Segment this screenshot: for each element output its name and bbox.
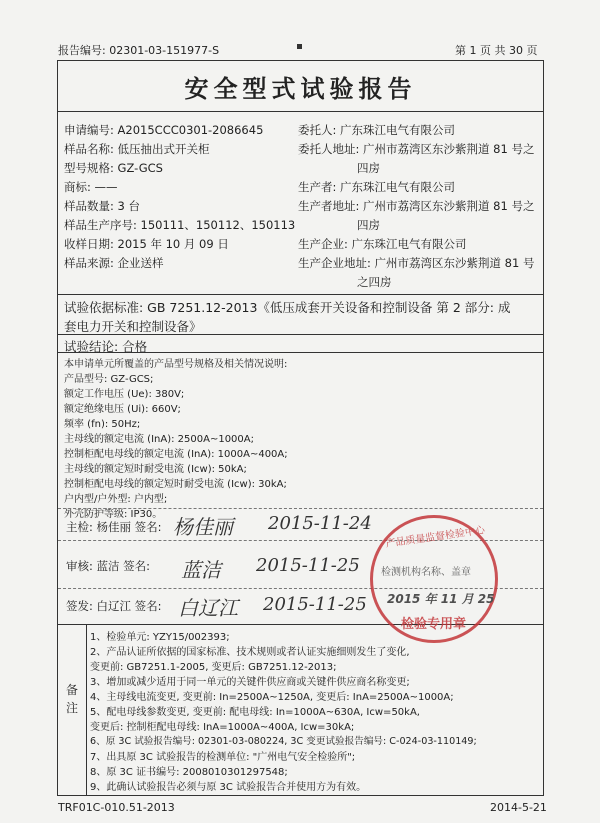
detail-line: 频率 (fn): 50Hz; (64, 419, 141, 430)
approver-signature: 白辽江 (178, 596, 238, 620)
note-line: 变更后: 控制柜配电母线: InA=1000A~400A, Icw=30kA; (90, 722, 355, 733)
approver-label: 签发: 白辽江 签名: (66, 599, 162, 613)
note-line: 3、增加或减少适用于同一单元的关键件供应商或关键件供应商名称变更; (90, 677, 410, 688)
stamp-arc-text: 产品质量监督检验中心 (384, 525, 486, 550)
trademark: 商标: —— (64, 180, 118, 194)
factory: 生产企业: 广东珠江电气有限公司 (298, 237, 467, 251)
detail-line: 产品型号: GZ-GCS; (64, 374, 154, 385)
official-stamp (370, 515, 498, 643)
sample-serials: 样品生产序号: 150111、150112、150113 (64, 218, 296, 232)
producer-address: 生产者地址: 广州市荔湾区东沙紫荆道 81 号之 (298, 199, 535, 213)
approver-date: 2015-11-25 (263, 594, 367, 615)
report-number: 报告编号: 02301-03-151977-S (58, 44, 220, 57)
stamp-org-caption: 检测机构名称、盖章 (381, 567, 471, 578)
detail-line: 主母线的额定电流 (InA): 2500A~1000A; (64, 434, 254, 445)
reviewer-signature: 蓝洁 (181, 558, 221, 582)
client-address-cont: 四房 (357, 161, 380, 175)
form-number: TRF01C-010.51-2013 (58, 801, 175, 814)
client-address: 委托人地址: 广州市荔湾区东沙紫荆道 81 号之 (298, 142, 535, 156)
producer: 生产者: 广东珠江电气有限公司 (298, 180, 456, 194)
sample-source: 样品来源: 企业送样 (64, 256, 164, 270)
producer-address-cont: 四房 (357, 218, 380, 232)
note-line: 7、出具原 3C 试验报告的检测单位: "广州电气安全检验所"; (90, 752, 356, 763)
detail-line: 额定绝缘电压 (Ui): 660V; (64, 404, 181, 415)
detail-line: 外壳防护等级: IP30。 (64, 509, 163, 520)
page-indicator: 第 1 页 共 30 页 (455, 44, 538, 57)
detail-line: 额定工作电压 (Ue): 380V; (64, 389, 185, 400)
detail-line: 控制柜配电母线的额定短时耐受电流 (Icw): 30kA; (64, 479, 287, 490)
divider (58, 334, 543, 335)
marker-dot (297, 44, 302, 49)
detail-line: 主母线的额定短时耐受电流 (Icw): 50kA; (64, 464, 247, 475)
receipt-date: 收样日期: 2015 年 10 月 09 日 (64, 237, 229, 251)
report-frame (57, 60, 544, 796)
detail-line: 控制柜配电母线的额定电流 (InA): 1000A~400A; (64, 449, 288, 460)
note-line: 6、原 3C 试验报告编号: 02301-03-080224, 3C 变更试验报告编号: C-024-03-110149; (90, 736, 477, 747)
test-basis: 试验依据标准: GB 7251.12-2013《低压成套开关设备和控制设备 第 2 部分: 成 (64, 300, 511, 315)
stamp-seal-name: 检验专用章 (401, 617, 467, 632)
stamp-date: 2015 年 11 月 25 (387, 592, 495, 606)
client: 委托人: 广东珠江电气有限公司 (298, 123, 456, 137)
application-number: 申请编号: A2015CCC0301-2086645 (64, 123, 264, 137)
main-inspector-date: 2015-11-24 (268, 513, 372, 534)
note-line: 5、配电母线参数变更, 变更前: 配电母线: In=1000A~630A, Icw=50kA, (90, 707, 420, 718)
sample-name: 样品名称: 低压抽出式开关柜 (64, 142, 210, 156)
form-date: 2014-5-21 (490, 801, 547, 814)
main-inspector-label: 主检: 杨佳丽 签名: (66, 520, 162, 534)
detail-line: 户内型/户外型: 户内型; (64, 494, 168, 505)
divider (58, 111, 543, 112)
test-conclusion: 试验结论: 合格 (64, 339, 148, 354)
factory-address: 生产企业地址: 广州市荔湾区东沙紫荆道 81 号 (298, 256, 535, 270)
note-line: 4、主母线电流变更, 变更前: In=2500A~1250A, 变更后: InA=2500A~1000A; (90, 692, 454, 703)
factory-address-cont: 之四房 (357, 275, 392, 289)
main-inspector-signature: 杨佳丽 (173, 515, 233, 539)
divider (58, 294, 543, 295)
reviewer-label: 审核: 蓝洁 签名: (66, 559, 151, 573)
divider (58, 352, 543, 353)
sample-quantity: 样品数量: 3 台 (64, 199, 141, 213)
note-line: 9、此确认试验报告必须与原 3C 试验报告合并使用方为有效。 (90, 782, 367, 793)
detail-line: 本申请单元所覆盖的产品型号规格及相关情况说明: (64, 359, 288, 370)
note-line: 1、检验单元: YZY15/002393; (90, 632, 230, 643)
divider (58, 508, 543, 509)
note-line: 变更前: GB7251.1-2005, 变更后: GB7251.12-2013; (90, 662, 337, 673)
note-line: 8、原 3C 证书编号: 2008010301297548; (90, 767, 288, 778)
report-title: 安全型式试验报告 (184, 75, 417, 103)
reviewer-date: 2015-11-25 (256, 555, 360, 576)
note-line: 2、产品认证所依据的国家标准、技术规则或者认证实施细则发生了变化, (90, 647, 410, 658)
model-spec: 型号规格: GZ-GCS (64, 161, 163, 175)
test-basis-cont: 套电力开关和控制设备》 (64, 319, 202, 334)
notes-label: 备注 (65, 683, 78, 715)
notes-divider (86, 624, 87, 795)
